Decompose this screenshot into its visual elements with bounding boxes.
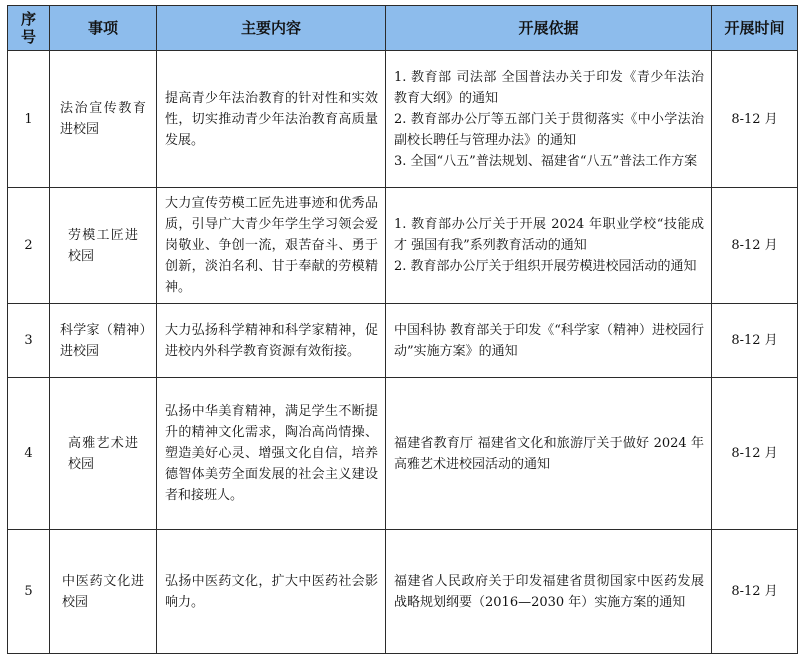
header-basis: 开展依据 (386, 6, 712, 51)
header-content: 主要内容 (157, 6, 386, 51)
basis-line: 福建省人民政府关于印发福建省贯彻国家中医药发展战略规划纲要（2016—2030 年）实施方案的通知 (394, 573, 704, 610)
basis-cell (386, 188, 712, 304)
basis-line: 2. 教育部办公厅关于组织开展劳模进校园活动的通知 (394, 259, 697, 274)
basis-cell (386, 530, 712, 654)
table-header-row (8, 6, 798, 51)
seq-cell: 1 (8, 51, 50, 188)
basis-cell (386, 304, 712, 378)
table-row (8, 304, 798, 378)
table-row (8, 378, 798, 530)
time-cell: 8-12 月 (712, 530, 798, 654)
header-seq (8, 6, 50, 51)
content-cell: 弘扬中医药文化，扩大中医药社会影响力。 (157, 530, 386, 654)
basis-line: 福建省教育厅 福建省文化和旅游厅关于做好 2024 年高雅艺术进校园活动的通知 (394, 435, 704, 472)
header-item: 事项 (50, 6, 157, 51)
basis-line: 中国科协 教育部关于印发《“科学家（精神）进校园行动”实施方案》的通知 (394, 322, 704, 359)
time-cell: 8-12 月 (712, 188, 798, 304)
basis-line: 2. 教育部办公厅等五部门关于贯彻落实《中小学法治副校长聘任与管理办法》的通知 (394, 111, 704, 148)
basis-line: 1. 教育部 司法部 全国普法办关于印发《青少年法治教育大纲》的通知 (394, 69, 704, 106)
item-cell: 劳模工匠进校园 (50, 188, 157, 304)
content-cell: 大力弘扬科学精神和科学家精神，促进校内外科学教育资源有效衔接。 (157, 304, 386, 378)
seq-cell: 5 (8, 530, 50, 654)
item-cell: 科学家（精神）进校园 (50, 304, 157, 378)
basis-line: 3. 全国“八五”普法规划、福建省“八五”普法工作方案 (394, 153, 698, 169)
item-cell: 法治宣传教育进校园 (50, 51, 157, 188)
time-cell: 8-12 月 (712, 378, 798, 530)
seq-cell: 4 (8, 378, 50, 530)
seq-cell: 2 (8, 188, 50, 304)
basis-cell (386, 378, 712, 530)
table-row (8, 188, 798, 304)
header-seq-char-2: 号 (20, 28, 36, 46)
item-cell: 中医药文化进校园 (50, 530, 157, 654)
content-cell: 大力宣传劳模工匠先进事迹和优秀品质，引导广大青少年学生学习领会爱岗敬业、争创一流，艰苦奋斗、勇于创新，淡泊名利、甘于奉献的劳模精神。 (157, 188, 386, 304)
table-row (8, 530, 798, 654)
header-time: 开展时间 (712, 6, 798, 51)
content-cell: 提高青少年法治教育的针对性和实效性，切实推动青少年法治教育高质量发展。 (157, 51, 386, 188)
item-cell: 高雅艺术进校园 (50, 378, 157, 530)
seq-cell: 3 (8, 304, 50, 378)
time-cell: 8-12 月 (712, 304, 798, 378)
activity-table (7, 5, 798, 654)
table-row (8, 51, 798, 188)
content-cell: 弘扬中华美育精神，满足学生不断提升的精神文化需求，陶冶高尚情操、塑造美好心灵、增强文化自信，培养德智体美劳全面发展的社会主义建设者和接班人。 (157, 378, 386, 530)
basis-line: 1. 教育部办公厅关于开展 2024 年职业学校“技能成才 强国有我”系列教育活动的通知 (394, 217, 704, 253)
header-seq-char-1: 序 (20, 10, 36, 28)
basis-cell (386, 51, 712, 188)
time-cell: 8-12 月 (712, 51, 798, 188)
